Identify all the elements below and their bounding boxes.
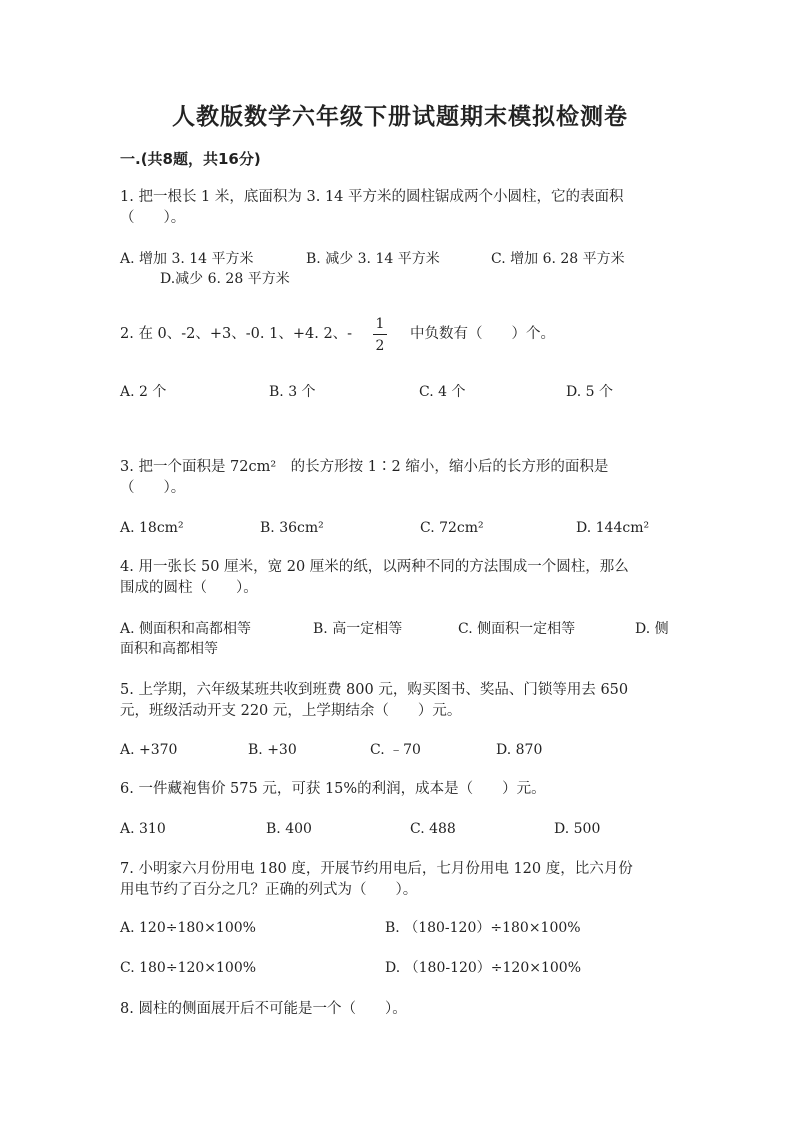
question-5-option-a: A. +370: [120, 742, 178, 758]
question-6-option-c: C. 488: [410, 821, 456, 837]
question-5-option-b: B. +30: [248, 742, 297, 758]
question-4-option-a: A. 侧面积和高都相等: [120, 621, 252, 637]
question-7-text-line-1: 7. 小明家六月份用电 180 度，开展节约用电后，七月份用电 120 度，比六月份: [120, 861, 633, 877]
question-1-text-line-1: 1. 把一根长 1 米，底面积为 3. 14 平方米的圆柱锯成两个小圆柱，它的表面积: [120, 189, 624, 205]
question-3-option-d: D. 144cm²: [576, 520, 650, 536]
question-6-text-line-1: 6. 一件藏袍售价 575 元，可获 15%的利润，成本是（ ）元。: [120, 781, 546, 797]
question-7-option-c: C. 180÷120×100%: [120, 960, 257, 976]
question-3-text-line-1: 3. 把一个面积是 72cm² 的长方形按 1∶2 缩小，缩小后的长方形的面积是: [120, 459, 609, 475]
question-7-option-a: A. 120÷180×100%: [120, 920, 256, 936]
question-5-text-line-2: 元，班级活动开支 220 元，上学期结余（ ）元。: [120, 703, 462, 719]
question-4-option-b: B. 高一定相等: [313, 621, 403, 637]
question-3-text-line-2: （ ）。: [120, 480, 186, 496]
question-1-option-d: D.减少 6. 28 平方米: [160, 271, 290, 287]
question-6-option-a: A. 310: [120, 821, 166, 837]
question-2-option-b: B. 3 个: [269, 384, 316, 400]
question-5-option-c: C. ﹣70: [370, 742, 421, 758]
fraction-one-half: [373, 316, 387, 354]
question-4-option-c: C. 侧面积一定相等: [458, 621, 576, 637]
question-5-option-d: D. 870: [496, 742, 543, 758]
fraction-bar: [373, 334, 387, 335]
question-1-option-a: A. 增加 3. 14 平方米: [120, 251, 254, 267]
question-3-option-a: A. 18cm²: [120, 520, 184, 536]
question-6-option-d: D. 500: [554, 821, 601, 837]
question-4-option-d-continued: 面积和高都相等: [120, 641, 218, 657]
question-7-option-d: D. （180-120）÷120×100%: [385, 960, 582, 976]
question-3-option-c: C. 72cm²: [420, 520, 484, 536]
question-1-text-line-2: （ ）。: [120, 210, 186, 226]
section-heading: 一.(共8题，共16分): [120, 150, 261, 168]
question-2-option-a: A. 2 个: [120, 384, 167, 400]
question-8-text-line-1: 8. 圆柱的侧面展开后不可能是一个（ ）。: [120, 1001, 407, 1017]
page-title: 人教版数学六年级下册试题期末模拟检测卷: [172, 104, 628, 130]
question-2-text-before: 2. 在 0、-2、+3、-0. 1、+4. 2、-: [120, 326, 353, 342]
question-1-option-c: C. 增加 6. 28 平方米: [491, 251, 625, 267]
question-2-option-c: C. 4 个: [419, 384, 466, 400]
question-1-option-b: B. 减少 3. 14 平方米: [306, 251, 440, 267]
question-5-text-line-1: 5. 上学期，六年级某班共收到班费 800 元，购买图书、奖品、门锁等用去 650: [120, 682, 629, 698]
question-2-option-d: D. 5 个: [566, 384, 613, 400]
question-7-text-line-2: 用电节约了百分之几？正确的列式为（ ）。: [120, 882, 418, 898]
question-4-option-d: D. 侧: [635, 621, 669, 637]
question-4-text-line-1: 4. 用一张长 50 厘米，宽 20 厘米的纸，以两种不同的方法围成一个圆柱，那么: [120, 559, 629, 575]
question-7-option-b: B. （180-120）÷180×100%: [385, 920, 581, 936]
question-4-text-line-2: 围成的圆柱（ ）。: [120, 580, 258, 596]
question-3-option-b: B. 36cm²: [260, 520, 324, 536]
question-2-text-after: 中负数有（ ）个。: [410, 326, 555, 342]
fraction-denominator: 2: [375, 338, 385, 354]
question-6-option-b: B. 400: [266, 821, 312, 837]
fraction-numerator: 1: [375, 316, 385, 332]
